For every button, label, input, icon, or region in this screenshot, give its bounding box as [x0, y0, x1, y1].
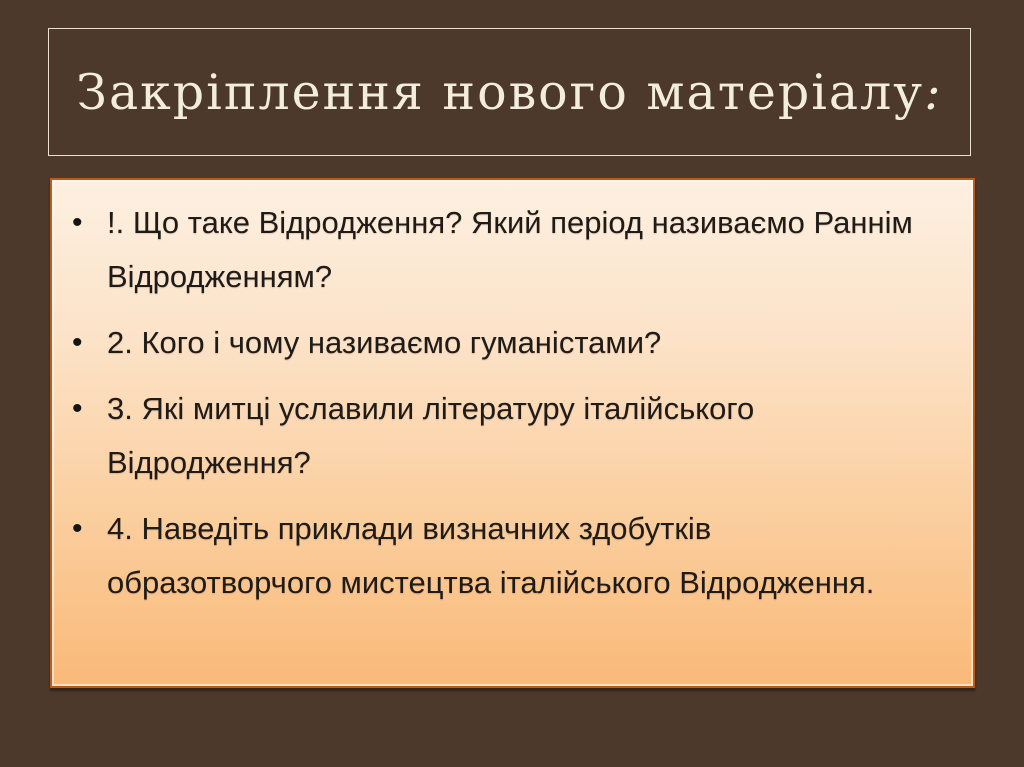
page-title: [76, 64, 942, 121]
title-box: [48, 28, 971, 156]
list-item: [70, 382, 931, 490]
bullet-dot-icon: •: [72, 392, 83, 425]
page-title-colon: :: [924, 63, 943, 121]
question-3-text: 3. Які митці уславили літературу італійського Відродження?: [107, 391, 755, 480]
bullet-dot-icon: •: [72, 326, 83, 359]
page-title-text: Закріплення нового матеріалу: [76, 63, 925, 121]
question-2-text: 2. Кого і чому називаємо гуманістами?: [107, 325, 662, 360]
question-list: [52, 180, 973, 610]
list-item: [70, 196, 931, 304]
bullet-dot-icon: •: [72, 206, 83, 239]
list-item: [70, 316, 931, 370]
list-item: [70, 502, 931, 610]
question-4-text: 4. Наведіть приклади визначних здобутків образотворчого мистецтва італійського Відродження.: [107, 511, 875, 600]
content-box: [50, 178, 975, 688]
bullet-dot-icon: •: [72, 512, 83, 545]
question-1-text: !. Що таке Відродження? Який період називаємо Раннім Відродженням?: [107, 205, 913, 294]
